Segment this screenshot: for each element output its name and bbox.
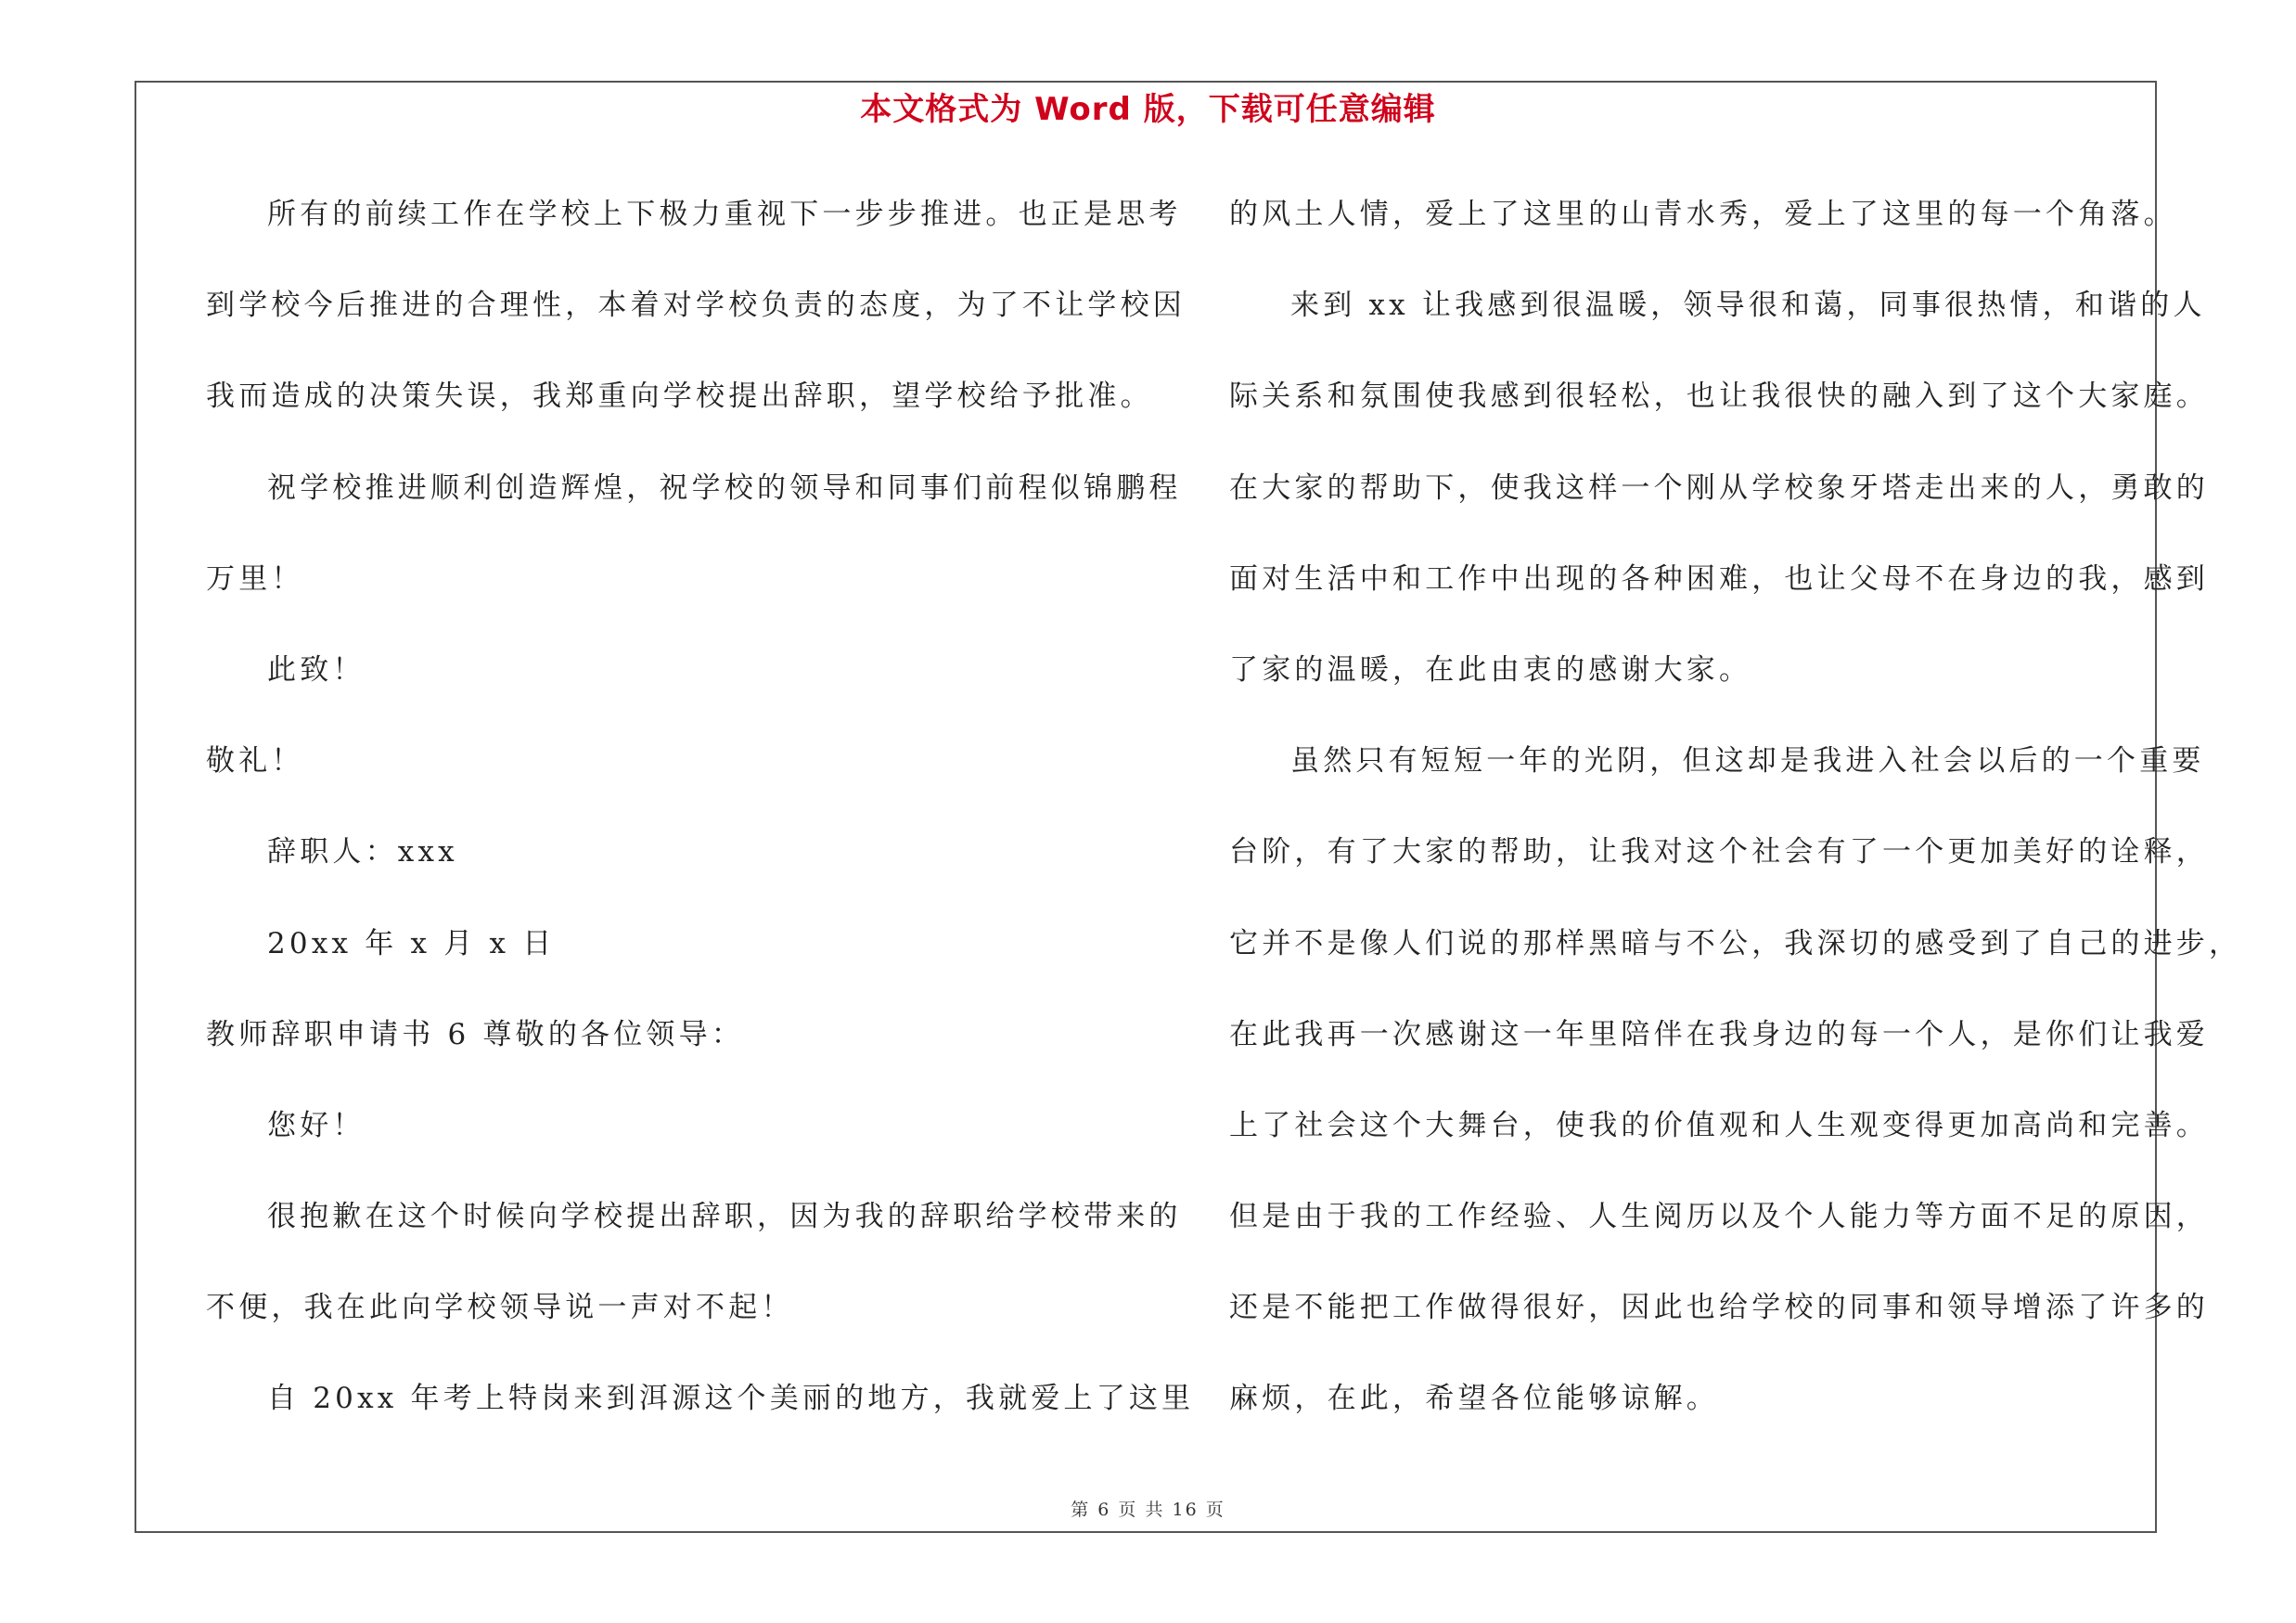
text-line: 教师辞职申请书 6 尊敬的各位领导： <box>206 1017 745 1051</box>
text-line: 来到 xx 让我感到很温暖，领导很和蔼，同事很热情，和谐的人 <box>1290 289 2206 323</box>
text-line: 了家的温暖，在此由衷的感谢大家。 <box>1229 652 1752 687</box>
text-line: 还是不能把工作做得很好，因此也给学校的同事和领导增添了许多的 <box>1229 1291 2209 1325</box>
text-line: 台阶，有了大家的帮助，让我对这个社会有了一个更加美好的诠释， <box>1229 835 2209 869</box>
text-line: 祝学校推进顺利创造辉煌，祝学校的领导和同事们前程似锦鹏程 <box>267 470 1182 505</box>
text-line: 上了社会这个大舞台，使我的价值观和人生观变得更加高尚和完善。 <box>1229 1108 2209 1142</box>
text-line: 万里！ <box>206 561 304 596</box>
text-line: 20xx 年 x 月 x 日 <box>267 926 556 960</box>
text-line: 在此我再一次感谢这一年里陪伴在我身边的每一个人，是你们让我爱 <box>1229 1017 2209 1051</box>
text-line: 的风土人情，爱上了这里的山青水秀，爱上了这里的每一个角落。 <box>1229 198 2176 231</box>
text-line: 虽然只有短短一年的光阴，但这却是我进入社会以后的一个重要 <box>1290 744 2205 779</box>
text-line: 敬礼！ <box>206 744 304 779</box>
left-text-column <box>206 169 1195 1445</box>
text-line: 面对生活中和工作中出现的各种困难，也让父母不在身边的我，感到 <box>1229 561 2209 596</box>
text-line: 自 20xx 年考上特岗来到洱源这个美丽的地方，我就爱上了这里 <box>267 1382 1195 1416</box>
text-line: 您好！ <box>267 1108 366 1142</box>
text-line: 我而造成的决策失误，我郑重向学校提出辞职，望学校给予批准。 <box>206 380 1153 414</box>
text-line: 在大家的帮助下，使我这样一个刚从学校象牙塔走出来的人，勇敢的 <box>1229 470 2209 505</box>
text-line: 到学校今后推进的合理性，本着对学校负责的态度，为了不让学校因 <box>206 289 1186 323</box>
page-number-footer: 第 6 页 共 16 页 <box>1071 1500 1225 1520</box>
text-line: 此致！ <box>267 652 366 687</box>
text-line: 际关系和氛围使我感到很轻松，也让我很快的融入到了这个大家庭。 <box>1229 380 2209 414</box>
text-line: 所有的前续工作在学校上下极力重视下一步步推进。也正是思考 <box>267 198 1182 231</box>
text-line: 麻烦，在此，希望各位能够谅解。 <box>1229 1382 1719 1416</box>
right-text-column <box>1229 169 2242 1445</box>
text-line: 辞职人：xxx <box>267 835 458 869</box>
text-line: 很抱歉在这个时候向学校提出辞职，因为我的辞职给学校带来的 <box>267 1200 1182 1234</box>
text-line: 不便，我在此向学校领导说一声对不起！ <box>206 1291 794 1325</box>
text-line: 但是由于我的工作经验、人生阅历以及个人能力等方面不足的原因， <box>1229 1200 2209 1234</box>
format-banner: 本文格式为 Word 版，下载可任意编辑 <box>860 91 1436 128</box>
text-line: 它并不是像人们说的那样黑暗与不公，我深切的感受到了自己的进步， <box>1229 926 2242 960</box>
